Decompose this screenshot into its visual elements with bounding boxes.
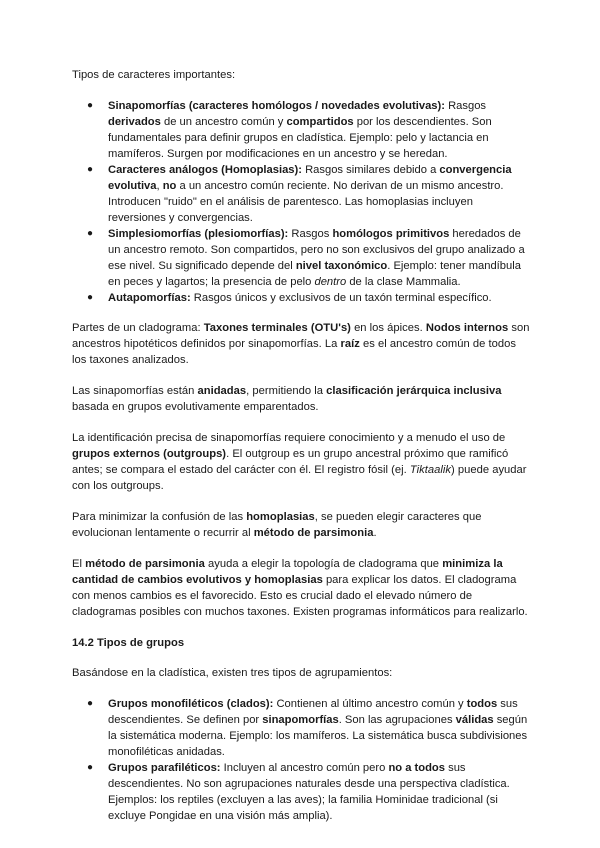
paragraph-outgroups: La identificación precisa de sinapomorfías requiere conocimiento y a menudo el uso de grupos externos (outgroups). El outgroup es un grupo ancestral próximo que ramificó antes; se compara el estado del carácter con él. El registro fósil (ej. Tiktaalik) puede ayudar con los outgroups. [72,432,527,492]
bullet-icon: ● [87,164,94,175]
bullet-icon: ● [87,698,94,709]
paragraph-cladogram-parts: Partes de un cladograma: Taxones terminales (OTU's) en los ápices. Nodos internos son ancestros hipotéticos definidos por sinapomorfías. La raíz es el ancestro común de todos los taxones analizados. [72,322,530,366]
list-item-monofileticos: ● Grupos monofiléticos (clados): Contienen al último ancestro común y todos sus descendientes. Se definen por sinapomorfías. Son las agrupaciones válidas según la sistemática moderna. Ejemplo: los mamíferos. La sistemática busca subdivisiones monofiléticas anidadas. [87,698,528,758]
list-item-caracteres-analogos: ● Caracteres análogos (Homoplasias): Rasgos similares debido a convergencia evolutiva, no a un ancestro común reciente. No derivan de un mismo ancestro. Introducen "ruido" en el análisis de parentesco. Las homoplasias incluyen reversiones y convergencias. [87,164,512,224]
document-page [72,67,532,838]
bullet-icon: ● [87,762,94,773]
paragraph-nested-synapomorphies: Las sinapomorfías están anidadas, permitiendo la clasificación jerárquica inclusiva basada en grupos evolutivamente emparentados. [72,385,502,413]
bullet-icon: ● [87,292,94,303]
character-types-list [72,98,532,306]
group-types-list [72,696,532,824]
groups-intro-text: Basándose en la cladística, existen tres tipos de agrupamientos: [72,667,393,679]
bullet-icon: ● [87,100,94,111]
section-heading: 14.2 Tipos de grupos [72,637,185,649]
paragraph-parsimony-method: El método de parsimonia ayuda a elegir la topología de cladograma que minimiza la cantidad de cambios evolutivos y homoplasias para explicar los datos. El cladograma con menos cambios es el favorecido. Esto es crucial dado el elevado número de cladogramas posibles con muchos taxones. Existen programas informáticos para realizarlo. [72,558,528,618]
paragraph-minimize-homoplasy: Para minimizar la confusión de las homoplasias, se pueden elegir caracteres que evolucionan lentamente o recurrir al método de parsimonia. [72,511,482,539]
intro-text: Tipos de caracteres importantes: [72,69,236,81]
list-item-autapomorfias: ● Autapomorfías: Rasgos únicos y exclusivos de un taxón terminal específico. [87,292,492,304]
list-item-parafileticos: ● Grupos parafiléticos: Incluyen al ancestro común pero no a todos sus descendientes. No son agrupaciones naturales desde una perspectiva cladística. Ejemplos: los reptiles (excluyen a las aves); la familia Hominidae tradicional (si excluye Pongidae en una visión más amplia). [87,762,510,822]
list-item-sinapomorfias: ● Sinapomorfías (caracteres homólogos / novedades evolutivas): Rasgos derivados de un ancestro común y compartidos por los descendientes. Son fundamentales para definir grupos en cladística. Ejemplo: pelo y lactancia en mamíferos. Surgen por modificaciones en un ancestro y se heredan. [87,100,492,160]
bullet-icon: ● [87,228,94,239]
list-item-simplesiomorfias: ● Simplesiomorfías (plesiomorfías): Rasgos homólogos primitivos heredados de un ancestro remoto. Son compartidos, pero no son exclusivos del grupo analizado a ese nivel. Su significado depende del nivel taxonómico. Ejemplo: tener mandíbula en peces y lagartos; la presencia de pelo dentro de la clase Mammalia. [87,228,525,288]
